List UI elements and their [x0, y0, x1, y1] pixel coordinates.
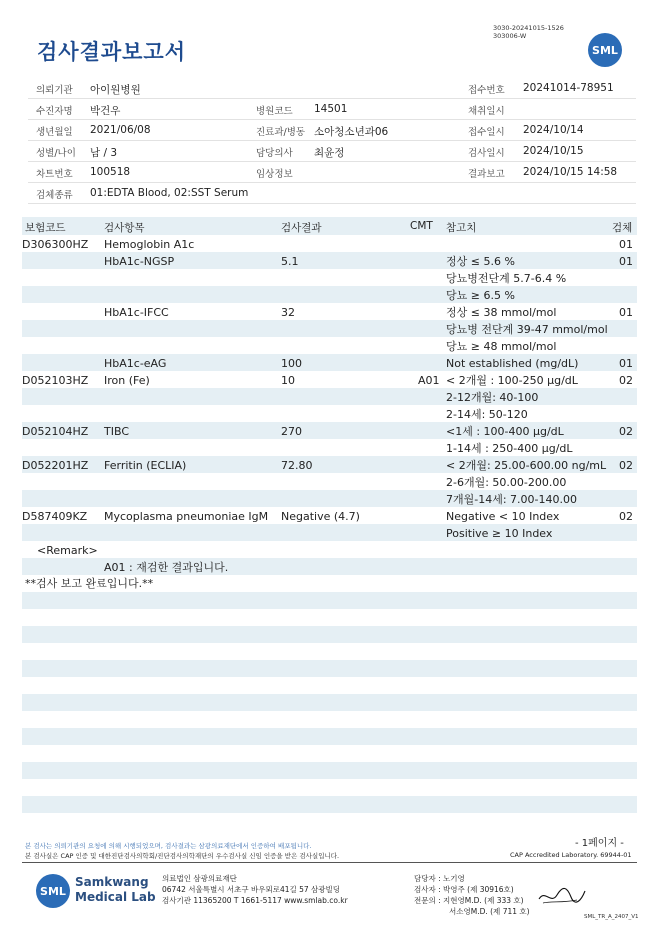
row-reference: < 2개월 : 100-250 μg/dL	[446, 374, 578, 387]
results-table-header	[22, 217, 637, 235]
row-item: HbA1c-eAG	[104, 357, 167, 370]
staff-line: 검사자 : 박영주 (제 30916호)	[414, 885, 514, 894]
row-reference: 7개월-14세: 7.00-140.00	[446, 493, 577, 506]
sml-logo: SML	[588, 33, 622, 67]
info-label: 차트번호	[36, 169, 73, 180]
header-ref: 참고치	[446, 222, 477, 234]
logo-line-2: Medical Lab	[75, 890, 156, 904]
row-reference: Negative < 10 Index	[446, 510, 560, 523]
row-result: 32	[281, 306, 295, 319]
row-item: HbA1c-NGSP	[104, 255, 175, 268]
info-value: 14501	[314, 103, 348, 115]
row-reference: 2-14세: 50-120	[446, 408, 528, 421]
row-reference: < 2개월: 25.00-600.00 ng/mL	[446, 459, 607, 472]
footer-staff	[414, 873, 530, 917]
row-reference: 당뇨 ≥ 6.5 %	[446, 289, 515, 302]
info-label: 생년월일	[36, 127, 73, 138]
info-row	[28, 78, 636, 99]
info-value: 2024/10/15	[523, 145, 584, 157]
info-value: 최윤정	[314, 147, 345, 159]
info-label: 담당의사	[256, 148, 293, 159]
row-reference: Not established (mg/dL)	[446, 357, 579, 370]
row-cmt: A01	[418, 374, 440, 387]
row-result: 270	[281, 425, 302, 438]
info-label: 진료과/병동	[256, 127, 306, 138]
info-label: 채취일시	[468, 106, 505, 117]
signature-icon	[537, 881, 587, 911]
cap-accreditation: CAP Accredited Laboratory. 69944-01	[510, 851, 632, 859]
info-row	[28, 162, 636, 183]
row-reference: 당뇨병 전단계 39-47 mmol/mol	[446, 323, 608, 336]
row-result: 5.1	[281, 255, 299, 268]
header-code: 보험코드	[25, 222, 66, 234]
page-title: 검사결과보고서	[37, 40, 187, 64]
document-code-line-2: 303006-W	[493, 32, 527, 40]
row-item: TIBC	[104, 425, 129, 438]
document-code	[493, 24, 564, 40]
info-row	[28, 99, 636, 120]
info-value: 박건우	[90, 105, 121, 117]
address-line: 의료법인 삼광의료재단	[162, 874, 237, 883]
row-code: D052103HZ	[22, 374, 89, 387]
row-reference: 당뇨 ≥ 48 mmol/mol	[446, 340, 557, 353]
row-specimen: 01	[619, 255, 633, 268]
row-stripe	[22, 626, 637, 643]
info-value: 20241014-78951	[523, 82, 614, 94]
row-stripe	[22, 660, 637, 677]
info-label: 성별/나이	[36, 148, 76, 159]
row-reference: 1-14세 : 250-400 μg/dL	[446, 442, 573, 455]
row-specimen: 01	[619, 238, 633, 251]
logo-line-1: Samkwang	[75, 875, 149, 889]
row-code: D052104HZ	[22, 425, 89, 438]
info-value: 100518	[90, 166, 131, 178]
row-reference: 2-12개월: 40-100	[446, 391, 539, 404]
document-code-line-1: 3030-20241015-1526	[493, 24, 564, 32]
row-stripe	[22, 694, 637, 711]
row-specimen: 01	[619, 306, 633, 319]
row-result: Negative (4.7)	[281, 510, 360, 523]
row-reference: 당뇨병전단계 5.7-6.4 %	[446, 272, 567, 285]
row-specimen: 02	[619, 459, 633, 472]
row-stripe	[22, 796, 637, 813]
row-code: D052201HZ	[22, 459, 89, 472]
form-version: SML_TR_A_2407_V1	[584, 914, 639, 920]
row-code: D587409KZ	[22, 510, 88, 523]
row-stripe	[22, 762, 637, 779]
row-reference: 정상 ≤ 38 mmol/mol	[446, 306, 557, 319]
row-stripe	[22, 388, 637, 405]
info-value: 남 / 3	[90, 147, 118, 159]
row-stripe	[22, 592, 637, 609]
row-specimen: 01	[619, 357, 633, 370]
row-item: Iron (Fe)	[104, 374, 150, 387]
address-line: 검사기관 11365200 T 1661-5117 www.smlab.co.kr	[162, 896, 348, 905]
info-value: 2024/10/15 14:58	[523, 166, 618, 178]
footer-sml-logo: SML	[36, 874, 70, 908]
staff-line: 담당자 : 노기영	[414, 874, 465, 883]
row-reference: <1세 : 100-400 μg/dL	[446, 425, 564, 438]
header-specimen: 검체	[612, 222, 633, 234]
info-label: 접수번호	[468, 85, 505, 96]
row-stripe	[22, 728, 637, 745]
info-row	[28, 183, 636, 204]
info-label: 결과보고	[468, 169, 505, 180]
page-number: - 1페이지 -	[575, 838, 624, 849]
row-reference: 정상 ≤ 5.6 %	[446, 255, 515, 268]
info-value: 아이원병원	[90, 84, 141, 96]
info-label: 접수일시	[468, 127, 505, 138]
row-item: Ferritin (ECLIA)	[104, 459, 187, 472]
header-cmt: CMT	[410, 220, 433, 232]
header-item: 검사항목	[104, 222, 145, 234]
row-result: 100	[281, 357, 302, 370]
report-complete-text: **검사 보고 완료입니다.**	[25, 577, 154, 590]
row-reference: Positive ≥ 10 Index	[446, 527, 553, 540]
footer-divider	[22, 862, 637, 863]
remark-text: A01 : 재검한 결과입니다.	[104, 561, 229, 574]
row-stripe	[22, 286, 637, 303]
info-label: 병원코드	[256, 106, 293, 117]
row-item: Hemoglobin A1c	[104, 238, 195, 251]
info-value: 01:EDTA Blood, 02:SST Serum	[90, 187, 249, 199]
info-label: 의뢰기관	[36, 85, 73, 96]
info-label: 검체종류	[36, 190, 73, 201]
info-value: 2024/10/14	[523, 124, 584, 136]
staff-line: 서소영M.D. (제 711 호)	[449, 907, 530, 916]
remark-label: <Remark>	[37, 544, 98, 557]
info-label: 임상정보	[256, 169, 293, 180]
row-specimen: 02	[619, 425, 633, 438]
info-label: 수진자명	[36, 106, 73, 117]
row-specimen: 02	[619, 510, 633, 523]
row-result: 10	[281, 374, 295, 387]
info-row	[28, 120, 636, 141]
footer-note-1: 본 검사는 의뢰기관의 요청에 의해 시행되었으며, 검사결과는 삼광의료재단에서 인증하여 배포됩니다.	[25, 842, 312, 850]
info-value: 소아청소년과06	[314, 126, 389, 138]
footer-address	[162, 873, 348, 906]
footer-note-2: 본 검사실은 CAP 인증 및 대한진단검사의학회/진단검사의학재단의 우수검사실 신임 인증을 받은 검사실입니다.	[25, 852, 340, 860]
staff-line: 전문의 : 지현영M.D. (제 333 호)	[414, 896, 524, 905]
footer-logo-text	[75, 875, 156, 905]
address-line: 06742 서울특별시 서초구 바우뫼로41길 57 삼광빌딩	[162, 885, 341, 894]
info-value: 2021/06/08	[90, 124, 151, 136]
info-label: 검사일시	[468, 148, 505, 159]
row-code: D306300HZ	[22, 238, 89, 251]
row-specimen: 02	[619, 374, 633, 387]
row-result: 72.80	[281, 459, 313, 472]
row-item: Mycoplasma pneumoniae IgM	[104, 510, 269, 523]
info-row	[28, 141, 636, 162]
row-reference: 2-6개월: 50.00-200.00	[446, 476, 567, 489]
row-item: HbA1c-IFCC	[104, 306, 169, 319]
header-result: 검사결과	[281, 222, 322, 234]
